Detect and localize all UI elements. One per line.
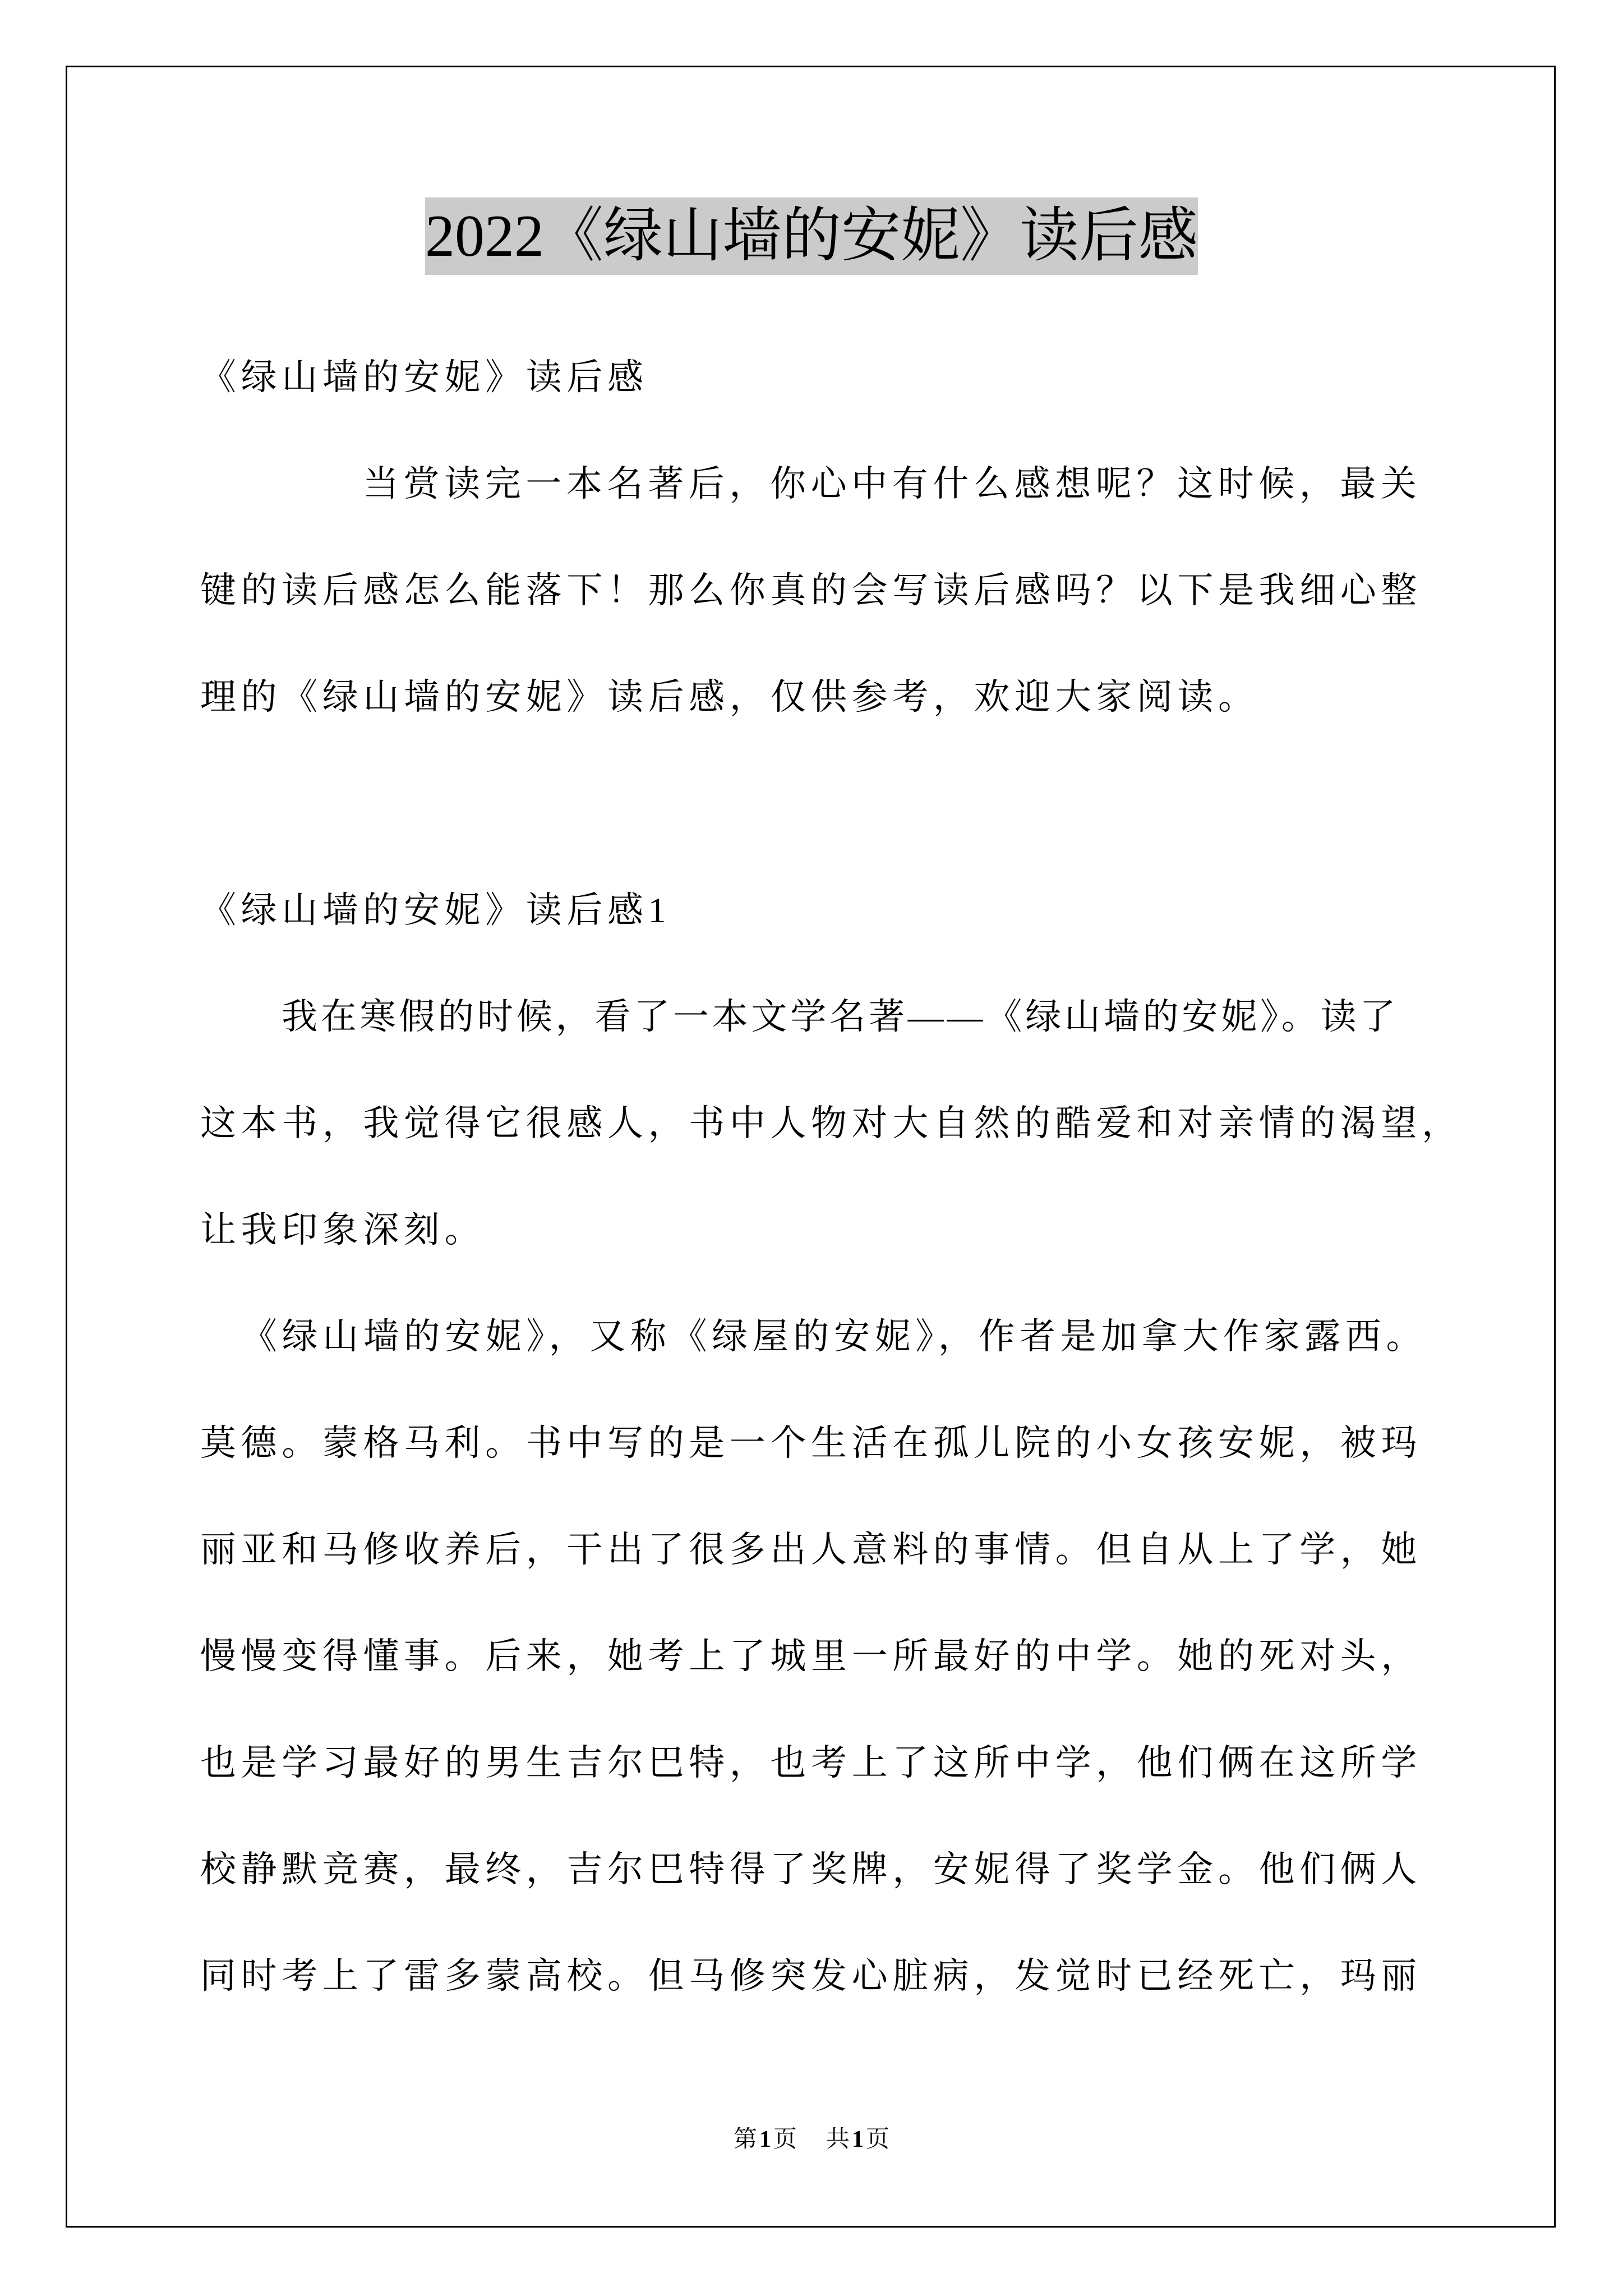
paragraph-line: 也是学习最好的男生吉尔巴特，也考上了这所中学，他们俩在这所学 <box>200 1743 1422 1783</box>
paragraph-2 <box>200 1283 1535 2030</box>
paragraph-line: 丽亚和马修收养后，干出了很多出人意料的事情。但自从上了学，她 <box>200 1530 1422 1570</box>
page-footer <box>0 2126 1623 2153</box>
total-pages <box>826 2127 889 2152</box>
paragraph-line: 《绿山墙的安妮》，又称《绿屋的安妮》，作者是加拿大作家露西。 <box>241 1317 1427 1356</box>
page-number <box>734 2127 797 2152</box>
total-pages-prefix: 共 <box>826 2127 850 2152</box>
title-text: 2022《绿山墙的安妮》读后感 <box>425 197 1198 275</box>
intro-line: 键的读后感怎么能落下！那么你真的会写读后感吗？以下是我细心整 <box>200 570 1422 610</box>
heading-line: 《绿山墙的安妮》读后感 <box>200 357 648 397</box>
page-number-prefix: 第 <box>733 2127 757 2152</box>
intro-line: 理的《绿山墙的安妮》读后感，仅供参考，欢迎大家阅读。 <box>200 677 1259 717</box>
paragraph-line: 慢慢变得懂事。后来，她考上了城里一所最好的中学。她的死对头， <box>200 1636 1422 1676</box>
paragraph-line: 校静默竞赛，最终，吉尔巴特得了奖牌，安妮得了奖学金。他们俩人 <box>200 1849 1422 1889</box>
paragraph-1 <box>200 964 1535 1283</box>
page-number-suffix: 页 <box>773 2127 797 2152</box>
document-title <box>0 197 1623 275</box>
intro-line: 当赏读完一本名著后，你心中有什么感想呢？这时候，最关 <box>363 464 1422 504</box>
paragraph-line: 我在寒假的时候，看了一本文学名著——《绿山墙的安妮》。读了 <box>282 997 1399 1037</box>
intro-paragraph <box>200 431 1535 751</box>
document-body <box>200 324 1535 2030</box>
total-pages-suffix: 页 <box>866 2127 890 2152</box>
paragraph-line: 同时考上了雷多蒙高校。但马修突发心脏病，发觉时已经死亡，玛丽 <box>200 1956 1422 1996</box>
page-number-value: 1 <box>759 2127 771 2152</box>
paragraph-line: 这本书，我觉得它很感人，书中人物对大自然的酷爱和对亲情的渴望， <box>200 1103 1463 1143</box>
blank-line <box>200 751 1535 857</box>
section-heading: 《绿山墙的安妮》读后感1 <box>200 890 671 930</box>
paragraph-line: 莫德。蒙格马利。书中写的是一个生活在孤儿院的小女孩安妮，被玛 <box>200 1423 1422 1463</box>
paragraph-line: 让我印象深刻。 <box>200 1210 486 1250</box>
total-pages-value: 1 <box>852 2127 864 2152</box>
